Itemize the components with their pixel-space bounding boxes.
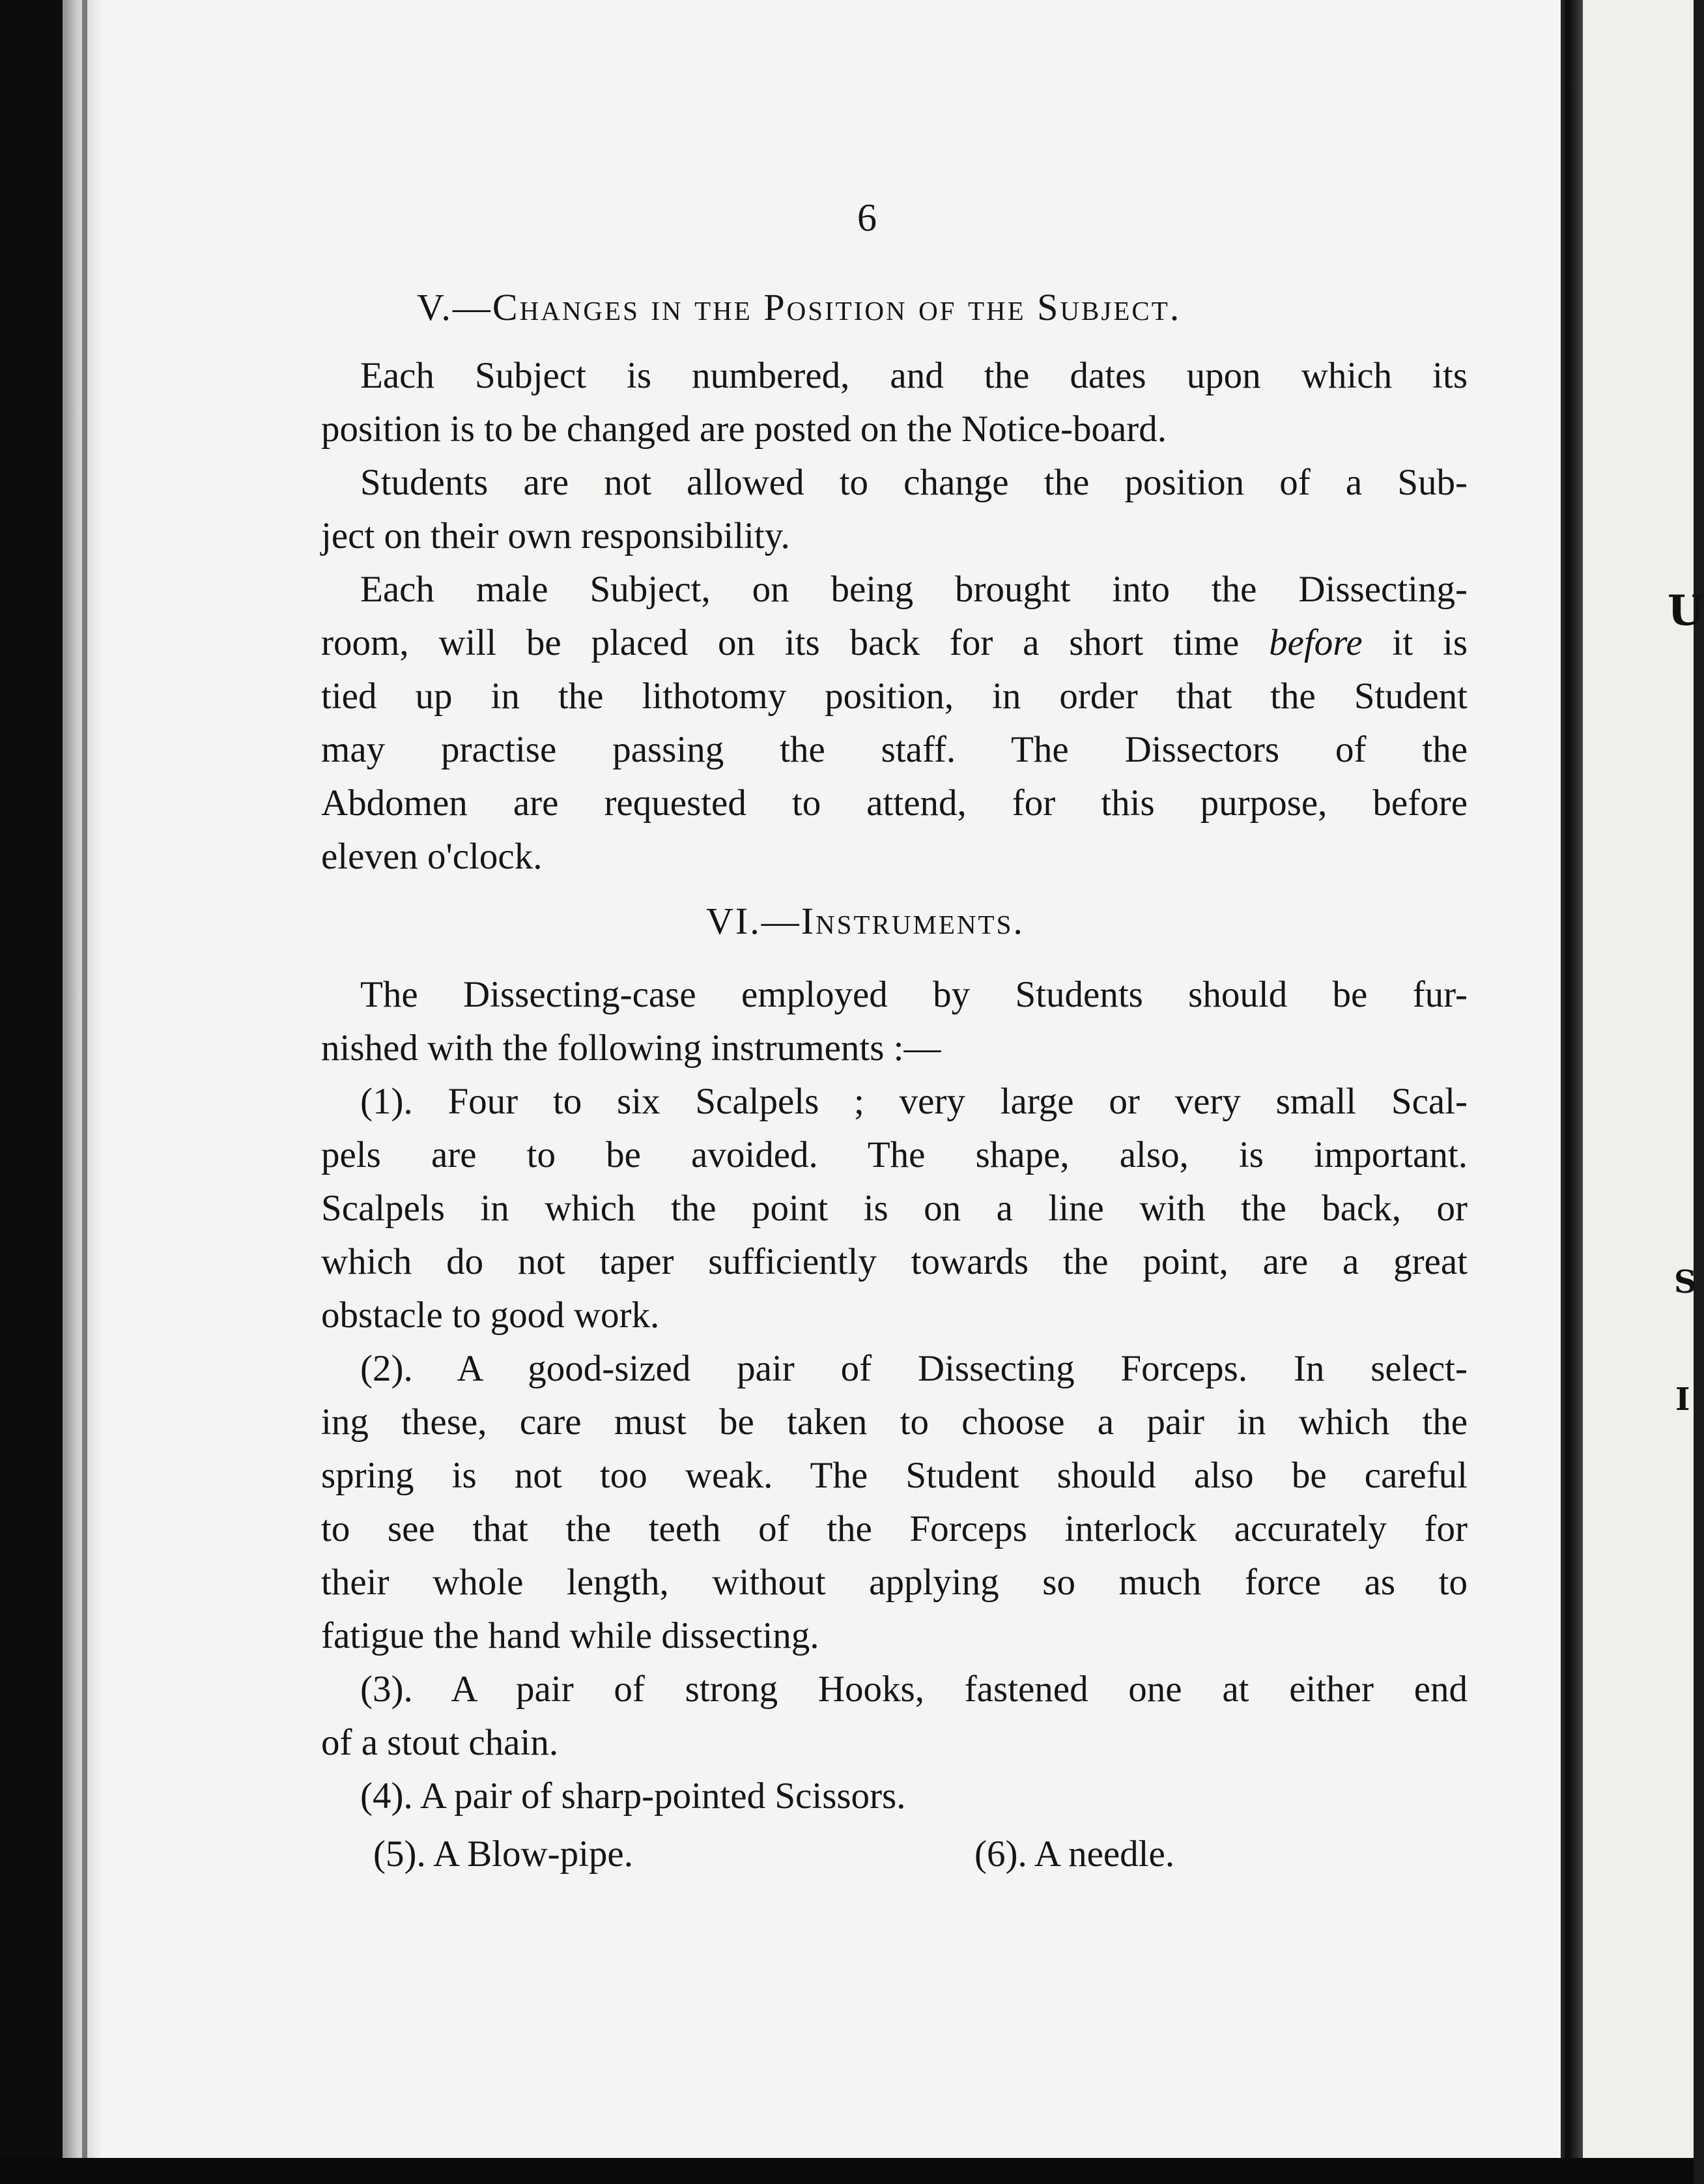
text-line: ject on their own responsibility.: [321, 515, 790, 556]
scan-bottom-band: [0, 2158, 1694, 2184]
gutter-line: [82, 0, 87, 2158]
list-item-line: which do not taper sufficiently towards the point, are a great: [321, 1241, 1468, 1282]
text-span: room, will be placed on its back for a short time: [321, 622, 1240, 663]
list-item-line: (3). A pair of strong Hooks, fastened one at either end: [360, 1669, 1468, 1710]
text-line: The Dissecting-case employed by Students should be fur-: [360, 974, 1468, 1015]
text-line: nished with the following instruments :—: [321, 1027, 941, 1069]
text-line: Each male Subject, on being brought into the Dissecting-: [360, 569, 1468, 610]
italic-word: before: [1269, 622, 1363, 663]
list-item-line: (1). Four to six Scalpels ; very large or very small Scal-: [360, 1081, 1468, 1122]
list-item-line: of a stout chain.: [321, 1722, 559, 1763]
list-item-line: spring is not too weak. The Student should also be careful: [321, 1455, 1468, 1496]
list-item-line: (4). A pair of sharp-pointed Scissors.: [360, 1775, 906, 1817]
text-line: eleven o'clock.: [321, 836, 543, 877]
list-item-line: fatigue the hand while dissecting.: [321, 1615, 819, 1656]
text-span: it is: [1392, 622, 1468, 663]
text-line: [321, 622, 1468, 664]
list-item-line: their whole length, without applying so much force as to: [321, 1562, 1468, 1603]
page-number: 6: [857, 196, 877, 239]
list-item-line: (5). A Blow-pipe.: [373, 1833, 633, 1875]
text-line: Abdomen are requested to attend, for this purpose, before: [321, 783, 1468, 824]
text-line: tied up in the lithotomy position, in order that the Student: [321, 676, 1468, 717]
list-item-line: ing these, care must be taken to choose a pair in which the: [321, 1401, 1468, 1443]
list-item-line: pels are to be avoided. The shape, also, is important.: [321, 1134, 1468, 1175]
list-item-line: obstacle to good work.: [321, 1295, 660, 1336]
text-line: Students are not allowed to change the position of a Sub-: [360, 462, 1468, 503]
list-item-line: (6). A needle.: [974, 1833, 1175, 1875]
facing-page-fragment: S: [1674, 1264, 1697, 1300]
text-line: Each Subject is numbered, and the dates upon which its: [360, 355, 1468, 396]
facing-page: [1583, 0, 1704, 2184]
list-item-line: Scalpels in which the point is on a line with the back, or: [321, 1188, 1468, 1229]
section-vi-heading: VI.—Instruments.: [706, 900, 1025, 942]
list-item-line: to see that the teeth of the Forceps interlock accurately for: [321, 1508, 1468, 1549]
facing-page-fragment: U: [1668, 586, 1704, 635]
facing-page-fragment: I: [1675, 1381, 1690, 1418]
list-item-line: (2). A good-sized pair of Dissecting Forceps. In select-: [360, 1348, 1468, 1389]
text-line: position is to be changed are posted on the Notice-board.: [321, 409, 1167, 450]
text-line: may practise passing the staff. The Dissectors of the: [321, 729, 1468, 770]
section-v-heading: V.—Changes in the Position of the Subject.: [417, 286, 1182, 328]
